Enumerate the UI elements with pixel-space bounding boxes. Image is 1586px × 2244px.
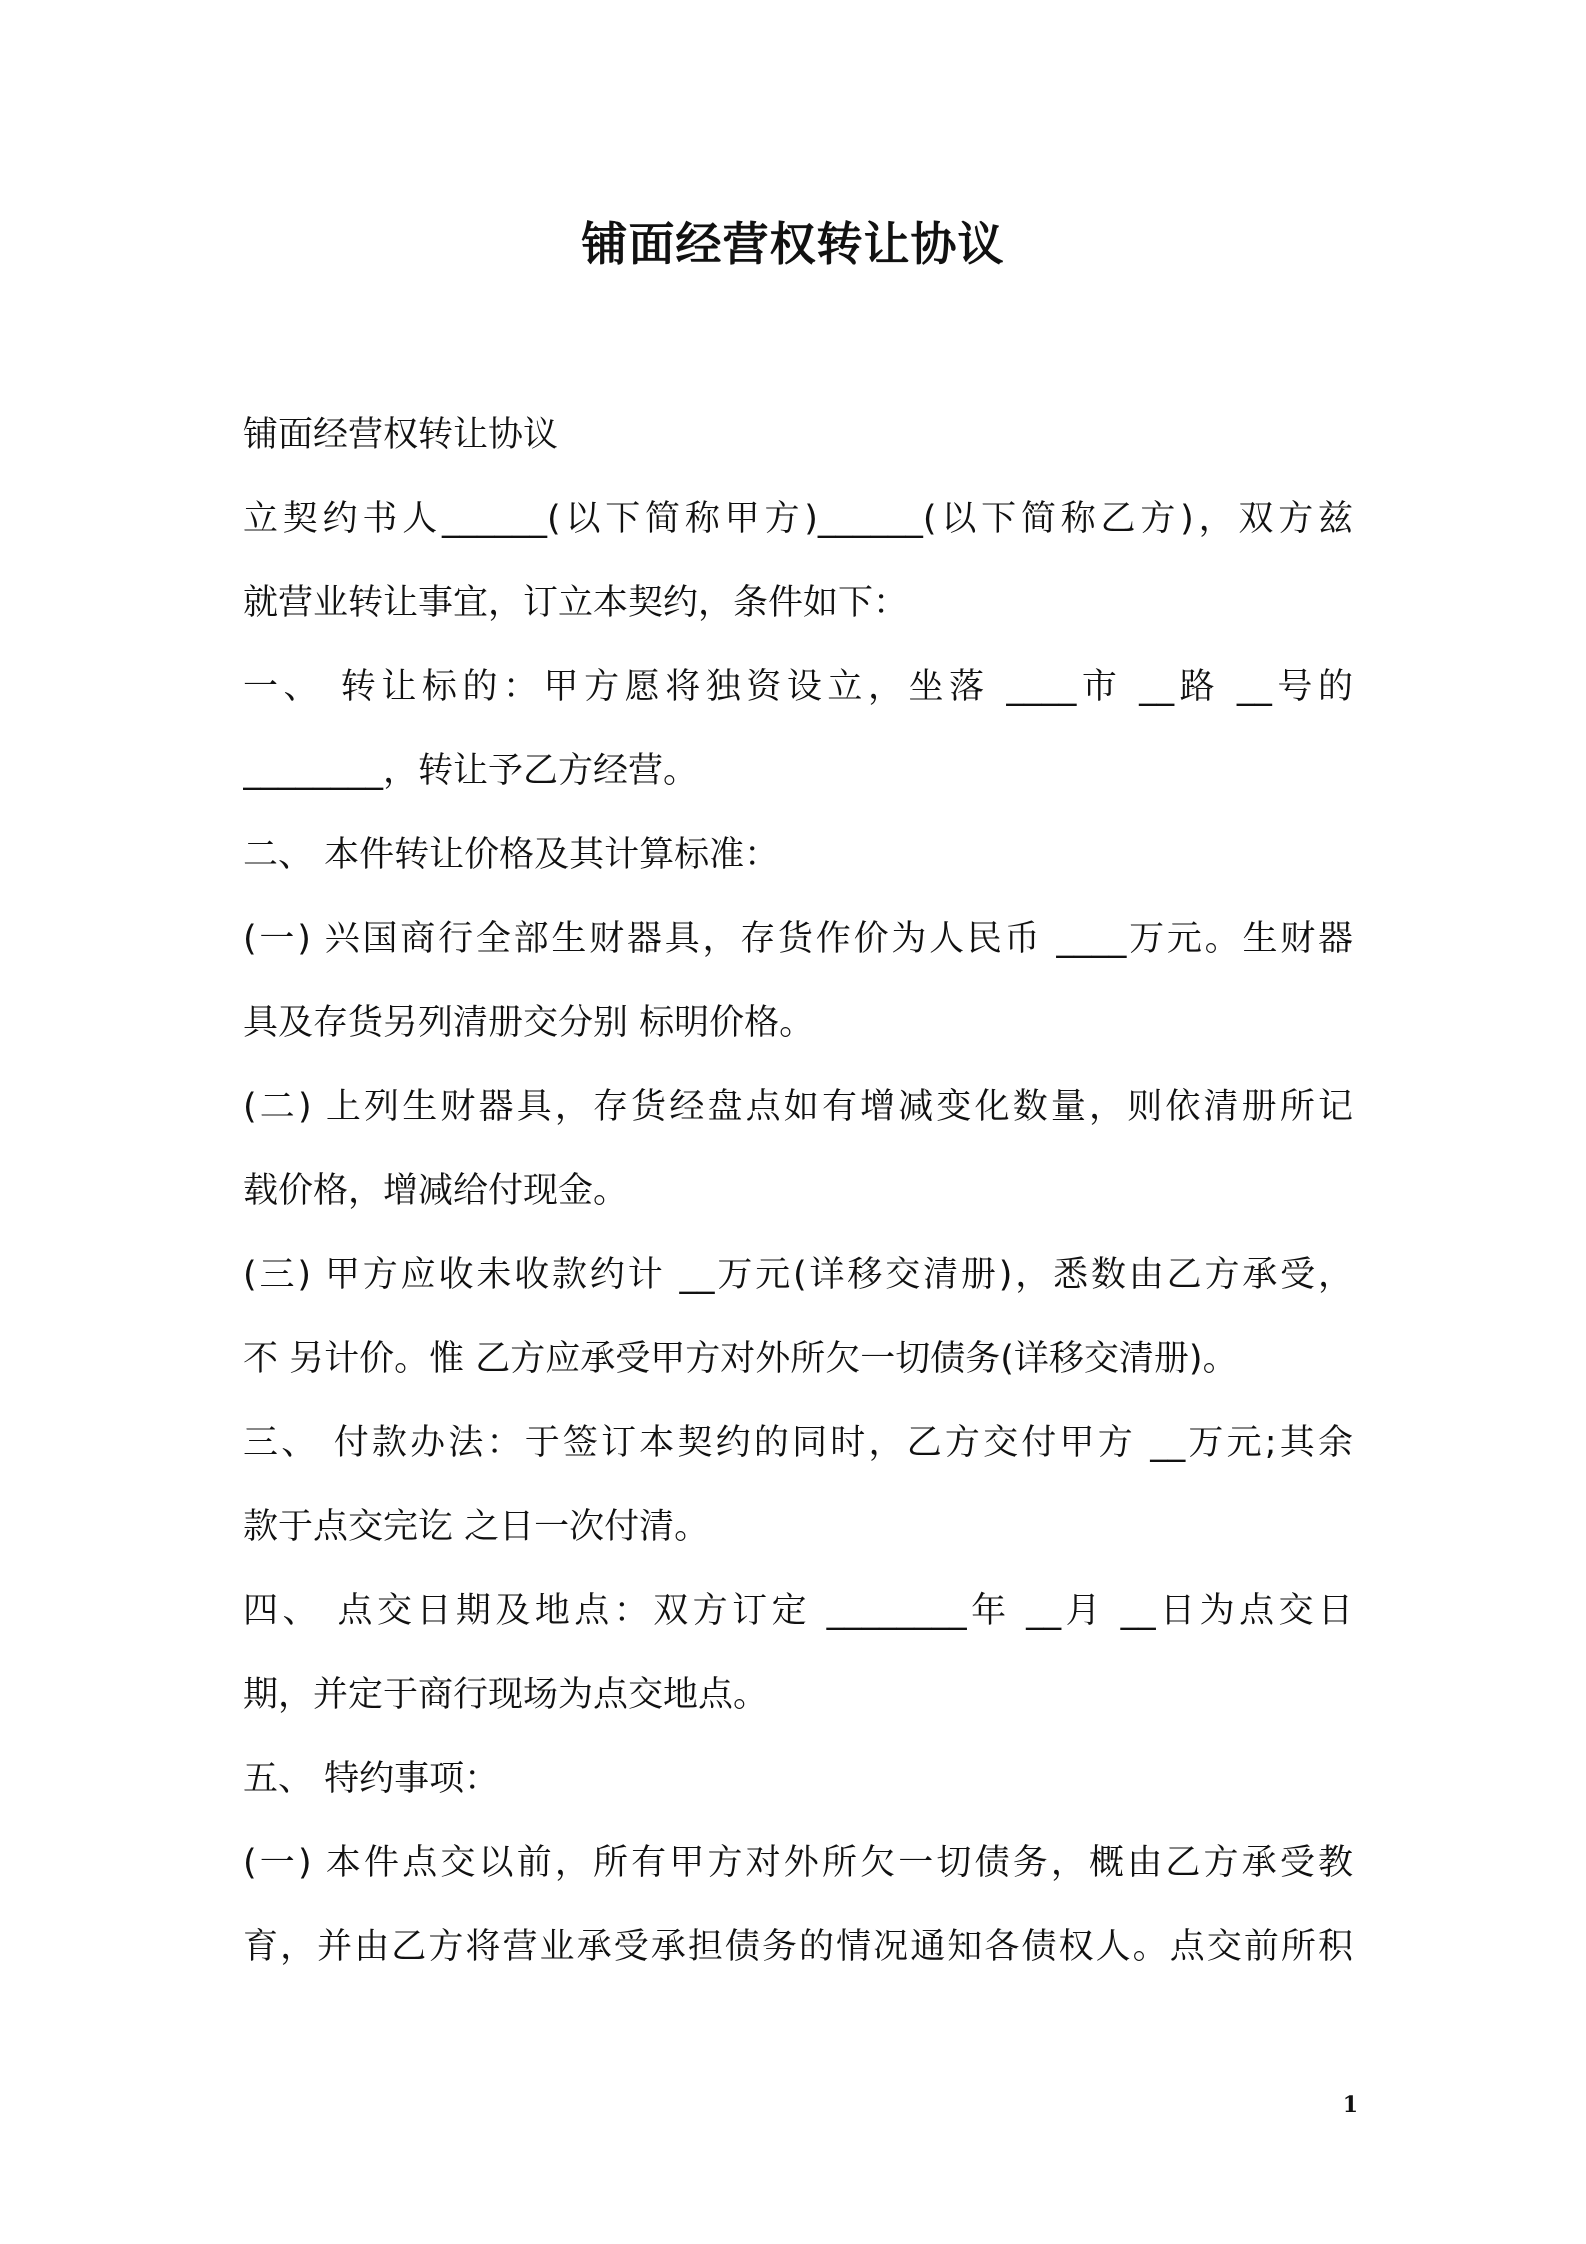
- paragraph-line: (三) 甲方应收未收款约计 __万元(详移交清册)，悉数由乙方承受，: [243, 1255, 1353, 1295]
- paragraph-line: (一) 兴国商行全部生财器具，存货作价为人民币 ____万元。生财器: [243, 919, 1353, 959]
- paragraph-line: 款于点交完讫 之日一次付清。: [243, 1507, 710, 1547]
- section-heading-line: 二、 本件转让价格及其计算标准：: [243, 835, 780, 875]
- page-number: 1: [1342, 2092, 1358, 2118]
- paragraph-line: 具及存货另列清册交分别 标明价格。: [243, 1003, 815, 1043]
- paragraph-line: (二) 上列生财器具，存货经盘点如有增减变化数量，则依清册所记: [243, 1087, 1353, 1127]
- heading-line: 铺面经营权转让协议: [243, 415, 559, 455]
- paragraph-line: 三、 付款办法：于签订本契约的同时，乙方交付甲方 __万元;其余: [243, 1423, 1353, 1463]
- paragraph-line: 四、 点交日期及地点：双方订定 ________年 __月 __日为点交日: [243, 1591, 1353, 1631]
- document-title: 铺面经营权转让协议: [581, 217, 1005, 271]
- paragraph-line: 期，并定于商行现场为点交地点。: [243, 1675, 769, 1715]
- paragraph-line: 育，并由乙方将营业承受承担债务的情况通知各债权人。点交前所积: [243, 1927, 1353, 1967]
- section-heading-line: 五、 特约事项：: [243, 1759, 500, 1799]
- paragraph-line: 载价格，增减给付现金。: [243, 1171, 629, 1211]
- paragraph-line: ________，转让予乙方经营。: [243, 751, 699, 791]
- paragraph-line: 不 另计价。惟 乙方应承受甲方对外所欠一切债务(详移交清册)。: [243, 1339, 1238, 1379]
- paragraph-line: 一、 转让标的：甲方愿将独资设立，坐落 ____市 __路 __号的: [243, 667, 1353, 707]
- paragraph-line: 就营业转让事宜，订立本契约，条件如下：: [243, 583, 909, 623]
- paragraph-line: (一) 本件点交以前，所有甲方对外所欠一切债务，概由乙方承受教: [243, 1843, 1353, 1883]
- paragraph-line: 立契约书人______(以下简称甲方)______(以下简称乙方)，双方兹: [243, 499, 1353, 539]
